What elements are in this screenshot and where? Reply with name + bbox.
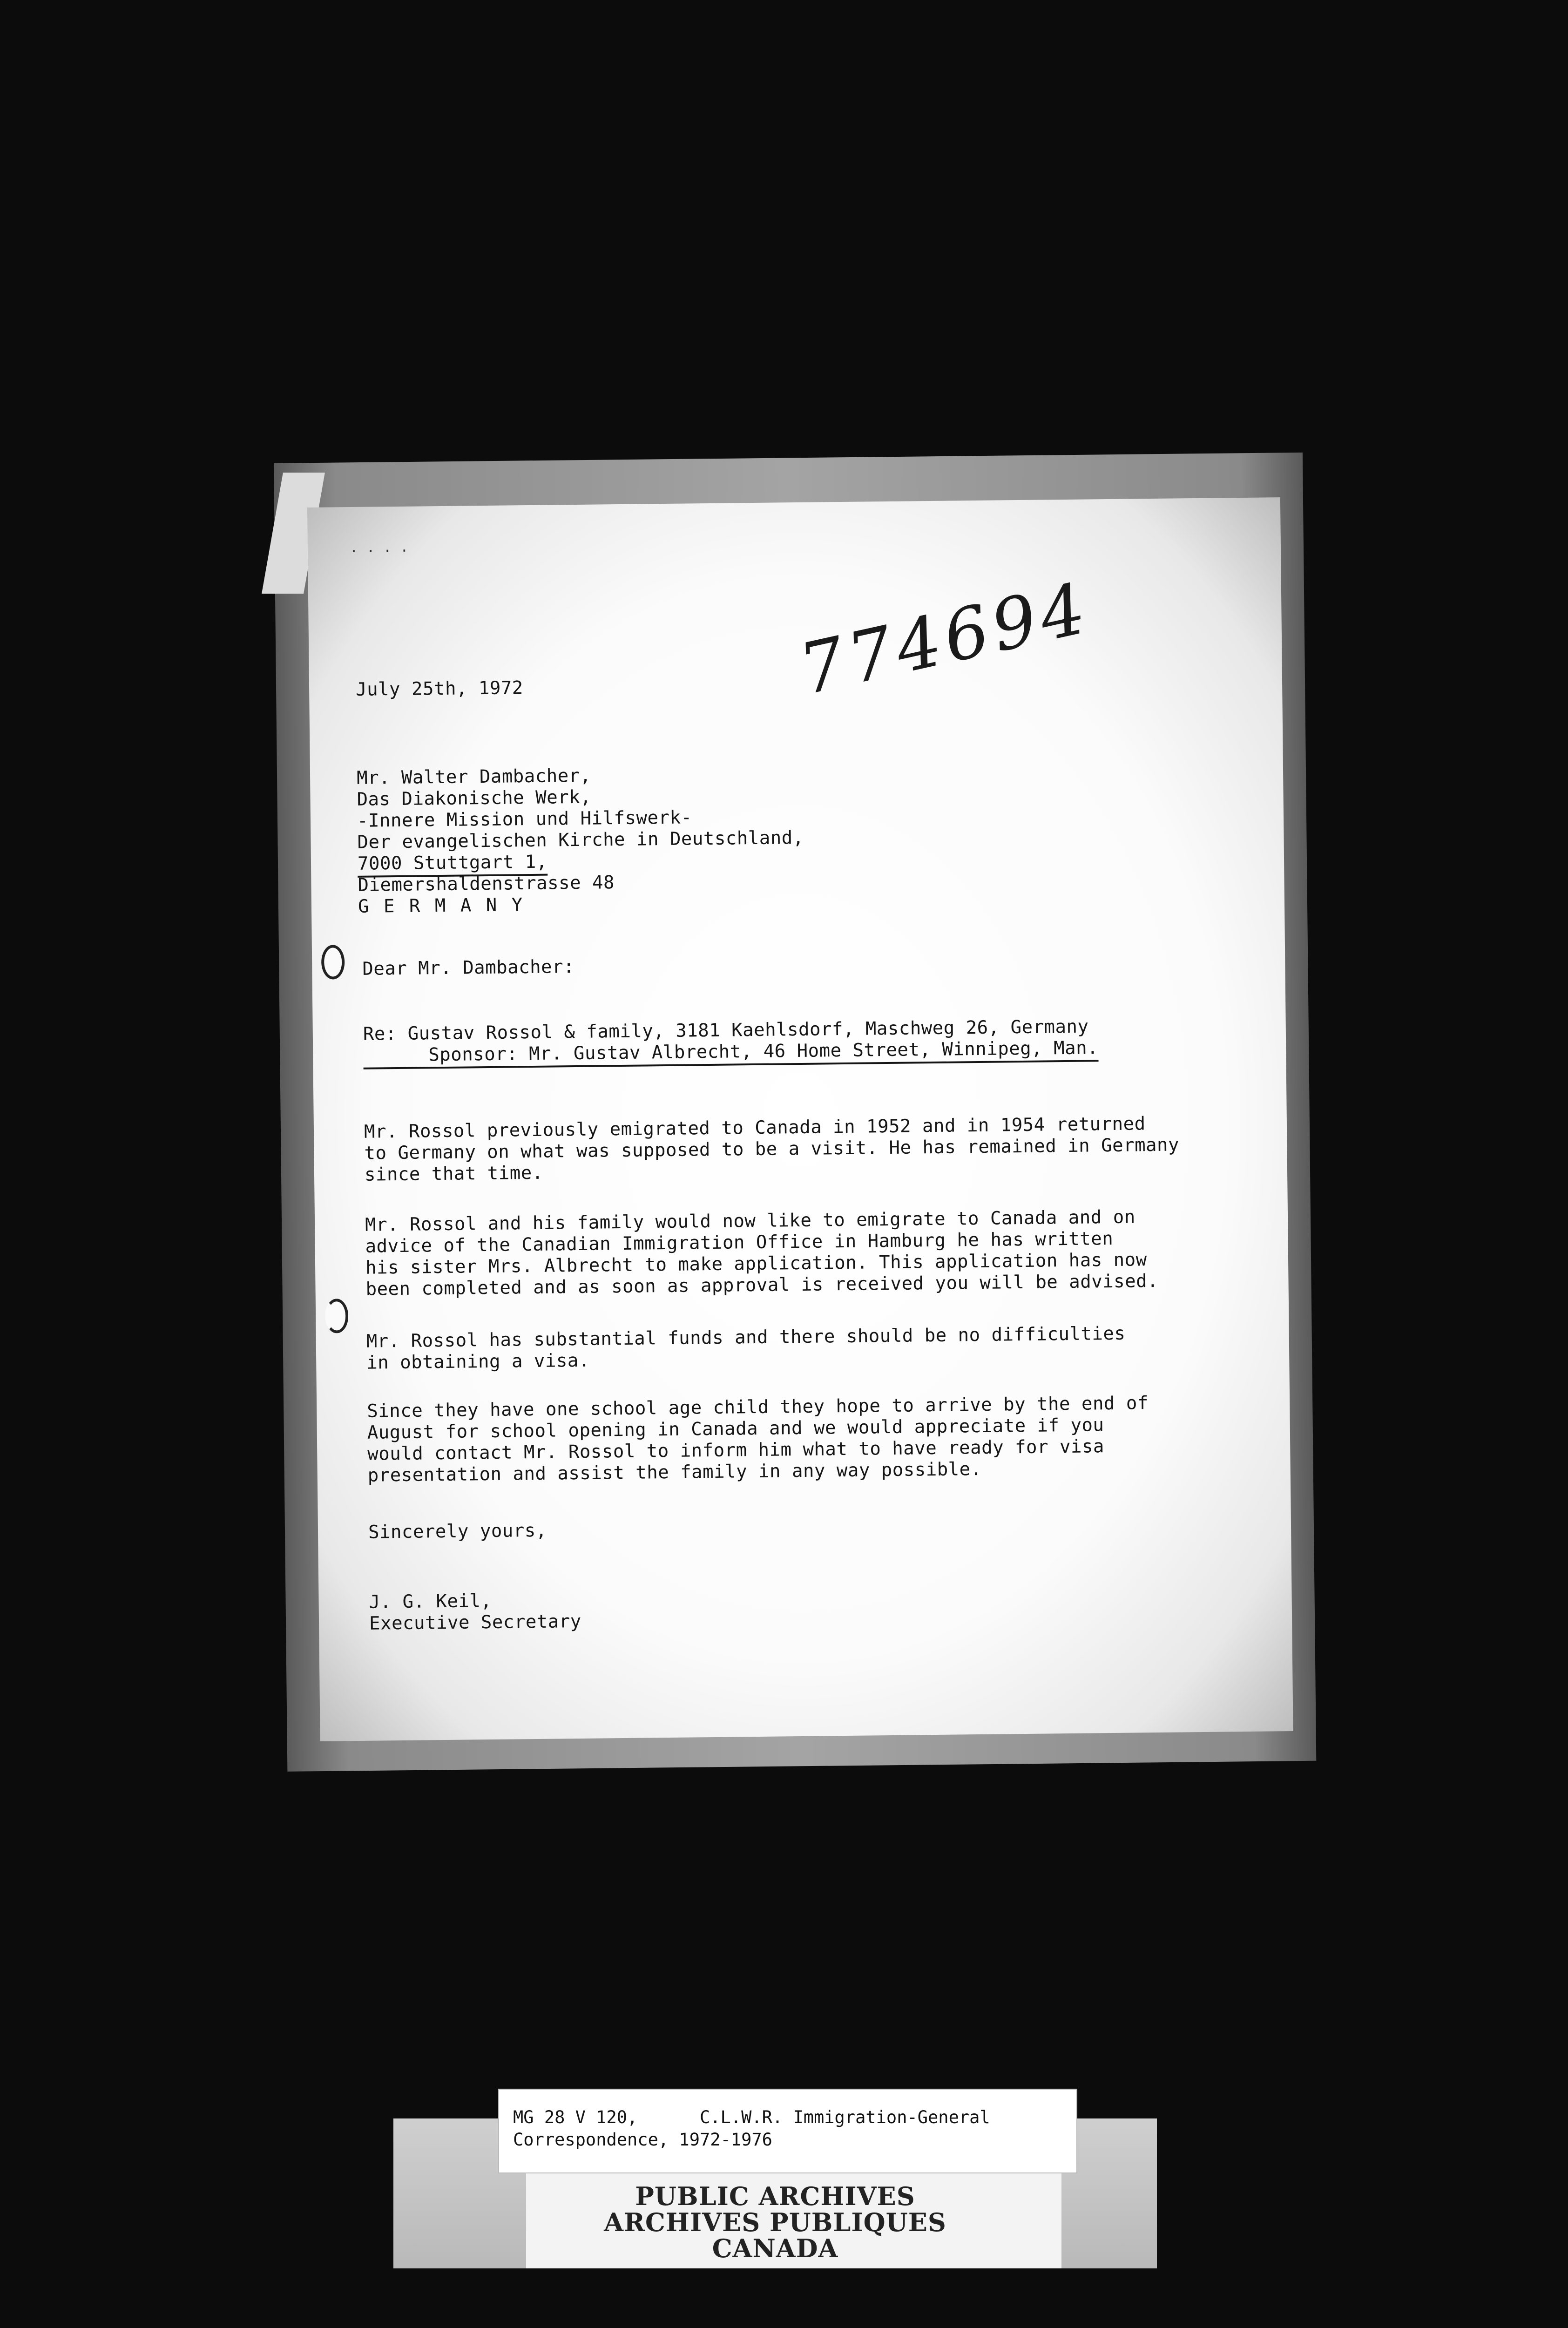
paragraph-line: in obtaining a visa. (366, 1350, 590, 1374)
paragraph-line: would contact Mr. Rossol to inform him what to have ready for visa (367, 1436, 1105, 1465)
paragraph-line: to Germany on what was supposed to be a visit. He has remained in Germany (364, 1134, 1180, 1164)
recipient-line: 7000 Stuttgart 1, (358, 852, 547, 878)
binder-hole (321, 945, 345, 980)
sponsor-line: Sponsor: Mr. Gustav Albrecht, 46 Home Street, Winnipeg, Man. (363, 1037, 1098, 1069)
closing: Sincerely yours, (368, 1520, 547, 1543)
recipient-line: Mr. Walter Dambacher, (356, 765, 591, 789)
paper-speckles: . . . . (349, 539, 409, 556)
salutation: Dear Mr. Dambacher: (362, 956, 575, 980)
recipient-country: G E R M A N Y (358, 894, 525, 917)
recipient-line: -Innere Mission und Hilfswerk- (357, 807, 692, 832)
reference-label (498, 2089, 1077, 2173)
archive-stamp-line-2: ARCHIVES PUBLIQUES (604, 2207, 946, 2237)
archive-stamp-line-3: CANADA (712, 2233, 838, 2263)
reference-line-1: MG 28 V 120, C.L.W.R. Immigration-General (513, 2107, 990, 2127)
paragraph-line: been completed and as soon as approval is received you will be advised. (365, 1270, 1159, 1300)
reference-line-2: Correspondence, 1972-1976 (513, 2130, 772, 2150)
letter-date: July 25th, 1972 (355, 677, 524, 700)
paragraph-line: presentation and assist the family in any way possible. (367, 1458, 982, 1486)
letter-page (307, 497, 1293, 1741)
paragraph-line: Mr. Rossol previously emigrated to Canada in 1952 and in 1954 returned (364, 1113, 1146, 1143)
recipient-line: Das Diakonische Werk, (357, 786, 592, 810)
signer-name: J. G. Keil, (369, 1590, 492, 1613)
paragraph-line: Mr. Rossol and his family would now like to emigrate to Canada and on (365, 1206, 1135, 1236)
paragraph-line: since that time. (364, 1162, 543, 1185)
recipient-line: Der evangelischen Kirche in Deutschland, (357, 827, 804, 853)
recipient-line: Diemershaldenstrasse 48 (358, 872, 615, 896)
paragraph-line: Since they have one school age child they hope to arrive by the end of (367, 1393, 1149, 1422)
archive-stamp-line-1: PUBLIC ARCHIVES (635, 2181, 915, 2211)
paragraph-line: advice of the Canadian Immigration Office in Hamburg he has written (365, 1228, 1114, 1257)
handwritten-file-number: 774694 (792, 567, 1098, 711)
binder-hole (325, 1299, 349, 1333)
re-line: Re: Gustav Rossol & family, 3181 Kaehlsdorf, Maschweg 26, Germany (363, 1016, 1089, 1045)
paragraph-line: his sister Mrs. Albrecht to make application. This application has now (365, 1249, 1147, 1279)
paragraph-line: August for school opening in Canada and we would appreciate if you (367, 1414, 1104, 1443)
paragraph-line: Mr. Rossol has substantial funds and there should be no difficulties (366, 1323, 1126, 1352)
signer-title: Executive Secretary (369, 1611, 581, 1634)
